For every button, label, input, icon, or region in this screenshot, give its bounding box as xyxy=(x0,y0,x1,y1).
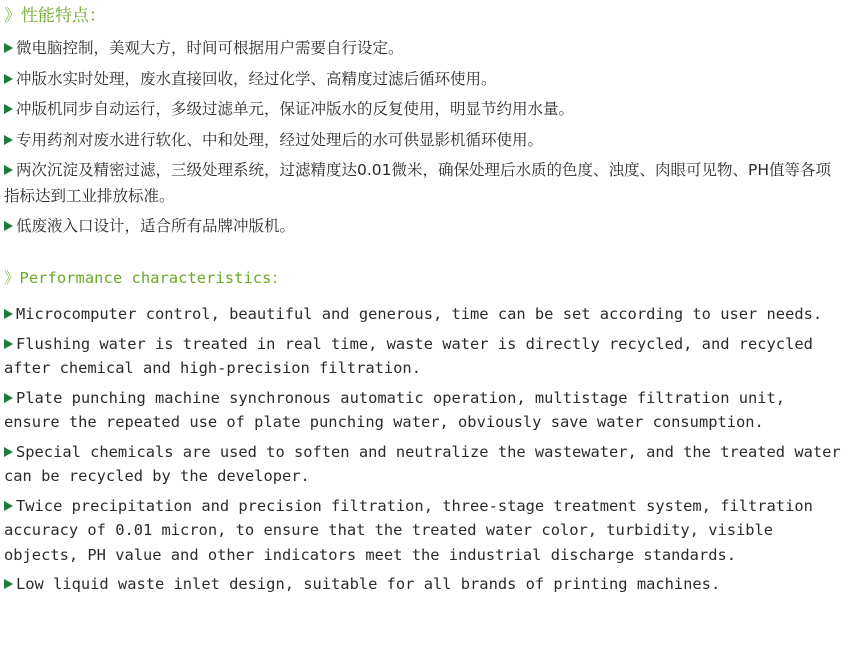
list-item-text: Flushing water is treated in real time, waste water is directly recycled, and recycled after chemical and high-precision filtration. xyxy=(4,334,813,377)
list-item xyxy=(4,494,846,568)
list-item-text: Plate punching machine synchronous automatic operation, multistage filtration unit, ensure the repeated use of plate punching water, obviously save water consumption. xyxy=(4,388,786,431)
list-item xyxy=(4,572,846,597)
feature-list-english xyxy=(4,302,846,602)
triangle-right-icon xyxy=(4,165,13,175)
triangle-right-icon xyxy=(4,135,13,145)
triangle-right-icon xyxy=(4,104,13,114)
list-item-text: 专用药剂对废水进行软化、中和处理，经过处理后的水可供显影机循环使用。 xyxy=(16,130,544,149)
triangle-right-icon xyxy=(4,501,13,511)
list-item-text: Microcomputer control, beautiful and generous, time can be set according to user needs. xyxy=(16,305,823,323)
list-item xyxy=(4,97,846,123)
triangle-right-icon xyxy=(4,221,13,231)
list-item xyxy=(4,302,846,327)
list-item xyxy=(4,128,846,154)
triangle-right-icon xyxy=(4,309,13,319)
triangle-right-icon xyxy=(4,74,13,84)
list-item-text: 两次沉淀及精密过滤，三级处理系统，过滤精度达0.01微米，确保处理后水质的色度、浊度、肉眼可见物、PH值等各项指标达到工业排放标准。 xyxy=(4,161,832,205)
triangle-right-icon xyxy=(4,43,13,53)
section-heading-english: 》Performance characteristics： xyxy=(4,269,287,287)
list-item-text: 低废液入口设计，适合所有品牌冲版机。 xyxy=(16,217,296,235)
triangle-right-icon xyxy=(4,339,13,349)
list-item-text: Low liquid waste inlet design, suitable for all brands of printing machines. xyxy=(16,575,721,593)
list-item xyxy=(4,158,846,209)
feature-list-chinese xyxy=(4,36,846,245)
list-item xyxy=(4,36,846,62)
list-item xyxy=(4,214,846,240)
list-item-text: 微电脑控制，美观大方，时间可根据用户需要自行设定。 xyxy=(16,39,404,57)
triangle-right-icon xyxy=(4,393,13,403)
list-item-text: Twice precipitation and precision filtration, three-stage treatment system, filtration accuracy of 0.01 micron, to ensure that the treated water color, turbidity, visible objects, PH value and other indicators meet the industrial discharge standards. xyxy=(4,496,813,564)
triangle-right-icon xyxy=(4,447,13,457)
list-item-text: 冲版水实时处理，废水直接回收，经过化学、高精度过滤后循环使用。 xyxy=(16,69,497,88)
list-item-text: Special chemicals are used to soften and neutralize the wastewater, and the treated water can be recycled by the developer. xyxy=(4,442,841,485)
list-item xyxy=(4,67,846,93)
list-item xyxy=(4,386,846,435)
triangle-right-icon xyxy=(4,579,13,589)
section-heading-chinese: 》性能特点： xyxy=(4,6,106,26)
list-item xyxy=(4,332,846,381)
list-item-text: 冲版机同步自动运行，多级过滤单元，保证冲版水的反复使用，明显节约用水量。 xyxy=(16,100,575,118)
list-item xyxy=(4,440,846,489)
